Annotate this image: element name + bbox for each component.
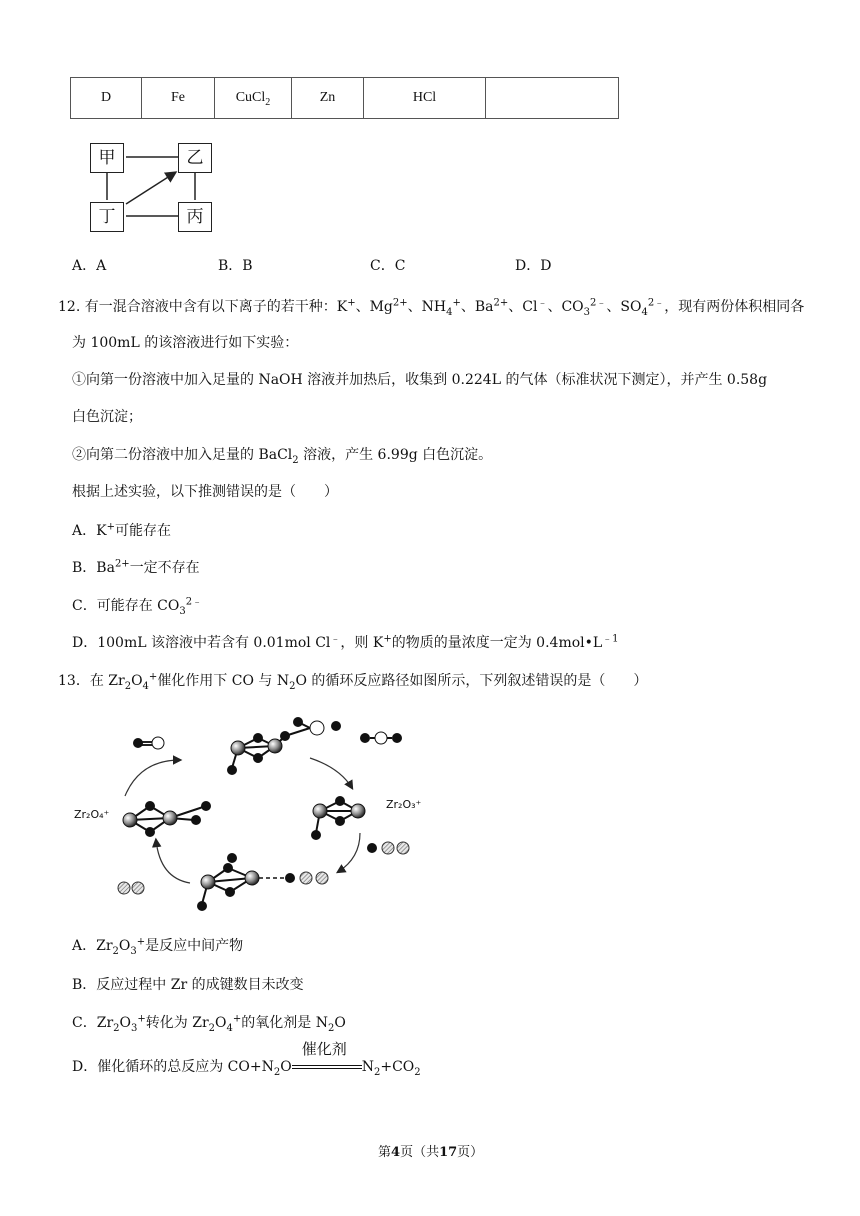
box-jia: 甲	[90, 143, 124, 173]
box-yi: 乙	[178, 143, 212, 173]
q12-option-b: B．$Ba^{2+}$一定不存在	[72, 558, 200, 576]
answer-table	[70, 77, 619, 119]
table-cell: Zn	[292, 78, 364, 119]
q13-option-d: D．催化循环的总反应为 $CO+N_2O$ 催化剂 $N_2+CO_2$	[72, 1040, 421, 1078]
q12-question: 根据上述实验，以下推测错误的是（ ）	[72, 484, 338, 500]
table-cell: Fe	[142, 78, 215, 119]
cycle-graphic	[70, 708, 430, 918]
table-cell: CuCl$_2$	[215, 78, 292, 119]
q12-exp1-line2: 白色沉淀；	[72, 409, 142, 425]
q11-option-b: B．B	[218, 258, 253, 274]
table-cell: HCl	[364, 78, 486, 119]
q13-option-b: B．反应过程中 Zr 的成键数目未改变	[72, 977, 304, 993]
q13-stem: 13．在 $Zr_2O_4^+$催化作用下 CO 与 $N_2O$ 的循环反应路径如图所示，下列叙述错误的是（ ）	[58, 671, 648, 692]
box-ding: 丁	[90, 202, 124, 232]
q12-exp2: ②向第二份溶液中加入足量的 BaCl$_2$ 溶液，产生 6.99g 白色沉淀。	[72, 447, 493, 466]
q12-option-d: D．100mL 该溶液中若含有 0.01mol Cl﹣，则 K+的物质的量浓度一定为 $0.4mol•L^{﹣1}$	[72, 633, 619, 651]
page-footer: 第4页（共17页）	[378, 1145, 484, 1160]
q11-option-a: A．A	[72, 258, 107, 274]
q13-option-a: A．$Zr_2O_3^+$是反应中间产物	[72, 936, 244, 957]
table-cell	[486, 78, 619, 119]
q11-option-d: D．D	[515, 258, 552, 274]
box-bing: 丙	[178, 202, 212, 232]
zr2o3-label: Zr₂O₃⁺	[386, 798, 422, 811]
table-cell: D	[71, 78, 142, 119]
q12-option-c: C．可能存在 $CO_3^{2﹣}$	[72, 596, 203, 617]
q12-stem-line1: 12. 有一混合溶液中含有以下离子的若干种：K+、$Mg^{2+}$、$NH_4^+$、$Ba^{2+}$、Cl﹣、$CO_3^{2﹣}$、$SO_4^{2﹣}$，现有两份体积相同各	[58, 297, 805, 318]
q12-option-a: A．K+可能存在	[72, 521, 171, 539]
q13-option-c: C．$Zr_2O_3^+$转化为 $Zr_2O_4^+$的氧化剂是 $N_2O$	[72, 1013, 346, 1034]
q12-exp1-line1: ①向第一份溶液中加入足量的 NaOH 溶液并加热后，收集到 0.224L 的气体（标准状况下测定），并产生 0.58g	[72, 372, 768, 388]
q11-option-c: C．C	[370, 258, 406, 274]
catalyst-equals: 催化剂	[292, 1057, 362, 1077]
q12-stem-line2: 为 100mL 的该溶液进行如下实验：	[72, 335, 299, 351]
table-row	[71, 78, 619, 119]
zr2o4-label: Zr₂O₄⁺	[74, 808, 110, 821]
